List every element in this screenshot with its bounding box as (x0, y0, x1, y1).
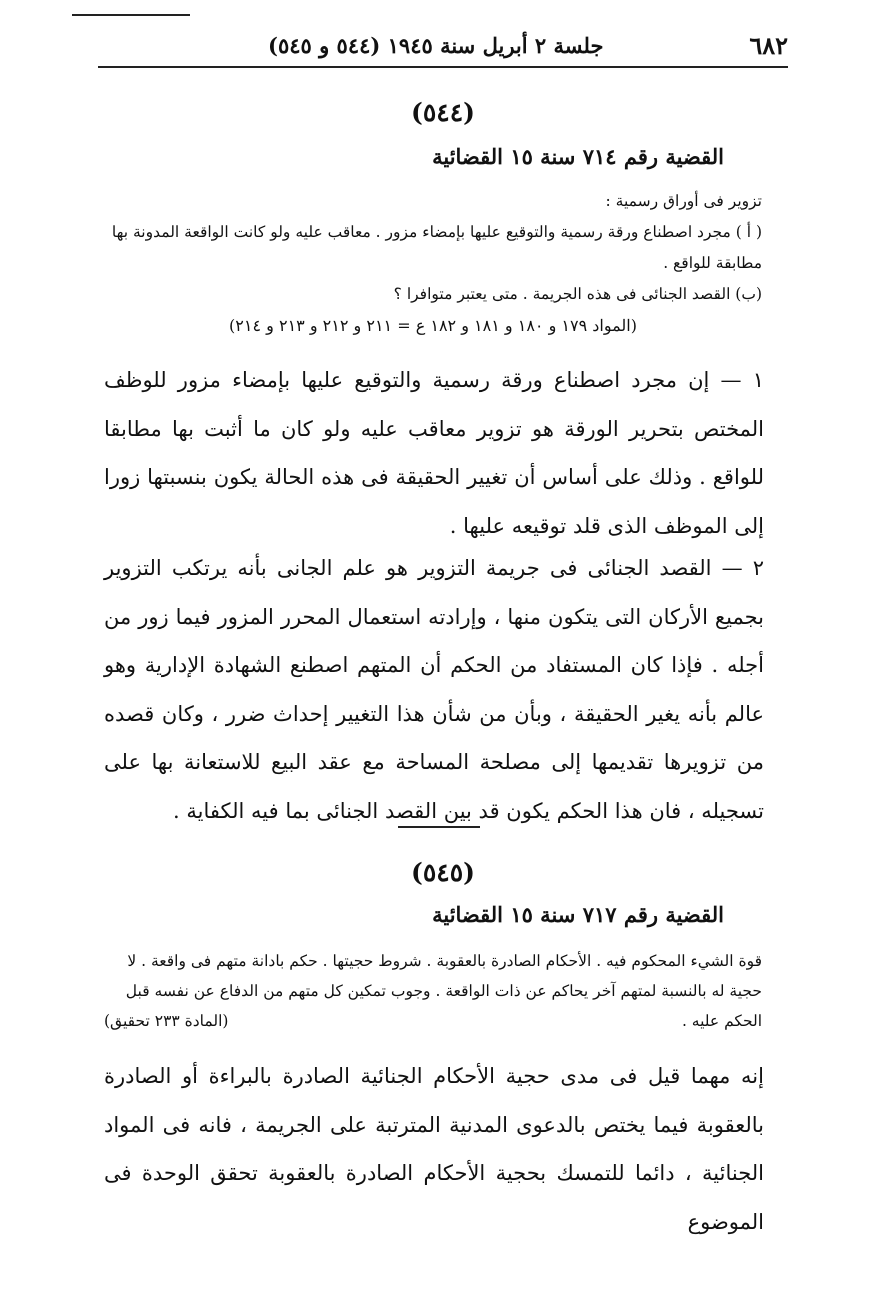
section-separator (398, 826, 480, 828)
body-544-paragraph-1 (104, 356, 764, 550)
body-545-paragraph (104, 1052, 764, 1246)
case-number-545: (٥٤٥) (411, 858, 475, 887)
top-decorative-rule (72, 14, 190, 16)
running-title: جلسة ٢ أبريل سنة ١٩٤٥ (٥٤٤ و ٥٤٥) (268, 32, 604, 58)
body-544-paragraph-2 (104, 544, 764, 835)
paragraph: إنه مهما قيل فى مدى حجية الأحكام الجنائية الصادرة بالبراءة أو الصادرة بالعقوبة فيما يختص بالدعوى المدنية المترتبة على الجريمة ، فانه فى المواد الجنائية ، دائما للتمسك بحجية الأحكام الصادرة بالعقوبة تحقق الوحدة فى الموضوع (104, 1064, 764, 1234)
paragraph: ٢ — القصد الجنائى فى جريمة التزوير هو علم الجانى بأنه يرتكب التزوير بجميع الأركان التى يتكون منها ، وإرادته استعمال المحرر المزور فيما زور من أجله . فإذا كان المستفاد من الحكم أن المتهم اصطنع الشهادة الإدارية وهو عالم بأنه يغير الحقيقة ، وبأن من شأن هذا التغيير إحداث ضرر ، وكان قصده من تزويرها تقديمها إلى مصلحة المساحة مع عقد البيع للاستعانة بها على تسجيله ، فان هذا الحكم يكون قد بين القصد الجنائى بما فيه الكفاية . (104, 556, 764, 823)
headnotes-545 (104, 946, 762, 1036)
case-number-544: (٥٤٤) (411, 98, 475, 127)
paragraph: ١ — إن مجرد اصطناع ورقة رسمية والتوقيع عليها بإمضاء مزور للوظف المختص بتحرير الورقة هو تزوير معاقب عليه ولو كان ما أثبت بها مطابقا للواقع . وذلك على أساس أن تغيير الحقيقة فى هذه الحالة يكون بنسبتها زورا إلى الموظف الذى قلد توقيعه عليها . (104, 368, 764, 538)
running-header (98, 24, 788, 68)
headnote-topic: تزوير فى أوراق رسمية : (605, 192, 762, 210)
headnote-545: قوة الشيء المحكوم فيه . الأحكام الصادرة بالعقوبة . شروط حجيتها . حكم بادانة متهم فى واقعة . لا حجية له بالنسبة لمتهم آخر يحاكم عن ذات الواقعة . وجوب تمكين كل متهم من الدفاع عن نفسه قبل الحكم عليه . (125, 952, 762, 1030)
headnote-b: (ب) القصد الجنائى فى هذه الجريمة . متى يعتبر متوافرا ؟ (393, 285, 762, 303)
headnote-a: ( أ ) مجرد اصطناع ورقة رسمية والتوقيع عليها بإمضاء مزور . معاقب عليه ولو كانت الواقعة المدونة بها مطابقة للواقع . (111, 223, 762, 272)
legal-reference-545: (المادة ٢٣٣ تحقيق) (104, 1012, 229, 1030)
case-title-544: القضية رقم ٧١٤ سنة ١٥ القضائية (432, 144, 724, 169)
page-number: ٦٨٢ (749, 30, 788, 60)
headnotes-544 (104, 186, 762, 341)
legal-reference-544: (المواد ١٧٩ و ١٨٠ و ١٨١ و ١٨٢ ع = ٢١١ و ٢١٢ و ٢١٣ و ٢١٤) (229, 316, 637, 335)
case-title-545: القضية رقم ٧١٧ سنة ١٥ القضائية (432, 902, 724, 927)
